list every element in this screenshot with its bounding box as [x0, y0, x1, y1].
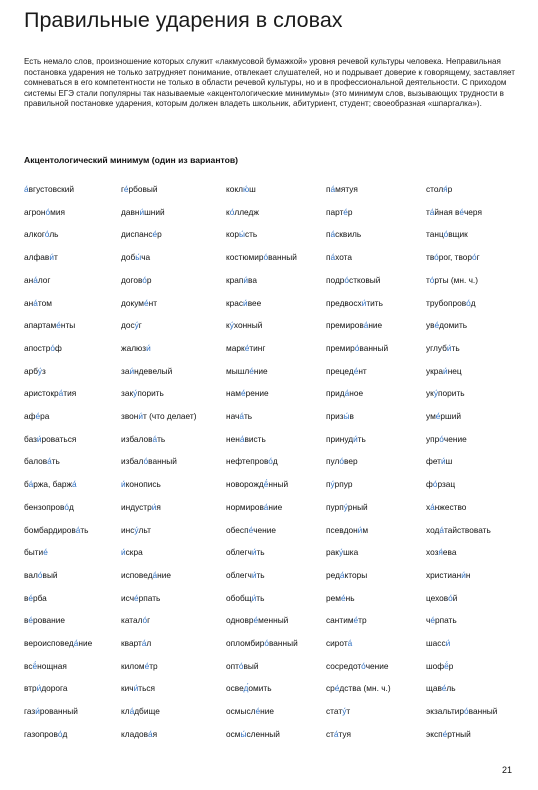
page-number: 21 [501, 765, 512, 775]
word-item: звони́т (что делает) [121, 411, 197, 421]
word-item: балова́ть [24, 456, 60, 467]
word-item: катало́г [121, 615, 151, 626]
word-item: новорождё́нный [226, 479, 289, 490]
word-item: нормирова́ние [226, 501, 283, 512]
word-item: обеспе́чение [226, 524, 277, 535]
word-item: премиро́ванный [326, 342, 389, 353]
word-item: краси́вее [226, 297, 262, 308]
word-item: тво́рог, творо́г [426, 252, 480, 263]
word-item: освед́омить [226, 683, 272, 694]
word-item: одновре́менный [226, 615, 289, 626]
word-item: коры́сть [226, 229, 258, 240]
word-item: шасси́ [426, 638, 451, 648]
word-item: призы́в [326, 411, 354, 421]
word-item: ку́хонный [226, 320, 263, 331]
word-item: киломе́тр [121, 660, 158, 671]
word-item: заку́порить [121, 388, 164, 399]
word-item: втри́дорога [24, 683, 68, 694]
word-item: индустри́я [121, 501, 161, 512]
word-item: ве́рба [24, 592, 47, 603]
word-item: докуме́нт [121, 297, 158, 308]
word-item: газопрово́д [24, 728, 68, 739]
word-item: алкого́ль [24, 229, 59, 240]
word-item: танцо́вщик [426, 229, 468, 240]
word-item: кла́дбище [121, 706, 160, 717]
word-item: аристокра́тия [24, 388, 77, 399]
word-item: всё́нощная [24, 660, 67, 671]
word-item: упро́чение [426, 433, 467, 444]
word-item: ана́лог [24, 274, 51, 285]
word-item: подро́стковый [326, 274, 381, 285]
word-item: облегчи́ть [226, 569, 265, 580]
word-item: ана́том [24, 297, 52, 308]
word-item: принуди́ть [326, 433, 366, 444]
word-item: предвосхи́тить [326, 297, 383, 308]
word-item: шофё́р [426, 660, 454, 671]
word-item: бытие́ [24, 547, 48, 558]
word-item: избало́ванный [121, 456, 177, 467]
word-item: и́скра [121, 547, 143, 558]
word-item: догово́р [121, 274, 152, 285]
word-item: облегчи́ть [226, 547, 265, 558]
word-item: экзальтиро́ванный [426, 706, 498, 717]
word-item: обобщи́ть [226, 592, 265, 603]
word-item: украи́нец [426, 365, 462, 376]
word-item: цехово́й [426, 592, 458, 603]
word-item: трубопрово́д [426, 297, 476, 308]
word-item: ко́лледж [226, 206, 259, 217]
word-item: ха́нжество [426, 501, 467, 512]
word-item: гази́рованный [24, 706, 78, 717]
word-item: и́конопись [121, 479, 161, 490]
word-item: уме́рший [426, 411, 461, 421]
word-item: агроно́мия [24, 206, 65, 217]
word-item: бензопрово́д [24, 501, 74, 512]
word-item: фети́ш [426, 456, 453, 467]
word-item: парте́р [326, 206, 353, 217]
word-item: заи́ндевелый [121, 365, 173, 376]
word-item: костюмиро́ванный [226, 252, 297, 263]
word-item: уве́домить [426, 320, 468, 331]
word-item: раку́шка [326, 547, 359, 558]
word-item: коклю́ш [226, 184, 256, 194]
word-item: ге́рбовый [121, 184, 158, 194]
word-item: реда́кторы [326, 569, 368, 580]
word-item: бомбардирова́ть [24, 524, 89, 535]
word-item: крапи́ва [226, 274, 257, 285]
word-item: прида́ное [326, 388, 364, 399]
word-item: досу́г [121, 320, 142, 331]
word-item: че́рпать [426, 615, 457, 626]
word-item: вероисповеда́ние [24, 638, 93, 648]
word-item: осмы́сленный [226, 728, 280, 739]
word-item: бази́роваться [24, 433, 77, 444]
word-item: жалюзи́ [121, 342, 151, 353]
word-item: па́хота [326, 252, 352, 263]
word-item: а́вгустовский [24, 184, 75, 194]
word-item: вало́вый [24, 569, 58, 580]
word-item: добы́ча [121, 252, 151, 263]
word-item: ве́рование [24, 615, 66, 626]
word-item: па́мятуя [326, 184, 358, 194]
word-item: исче́рпать [121, 592, 161, 603]
word-item: пуло́вер [326, 456, 358, 467]
word-item: ба́ржа, баржа́ [24, 479, 77, 490]
word-item: па́сквиль [326, 229, 362, 240]
word-item: исповеда́ние [121, 569, 172, 580]
intro-paragraph: Есть немало слов, произношение которых служит «лакмусовой бумажкой» уровня речевой культуры человека. Неправильная постановка ударения не только затрудняет понимание, отвлекает слушателей, но и подрывает доверие к говорящему, заставляет сомневаться в его компетентности не только в области речевой культуры, но и в профессиональной деятельности. С приходом системы ЕГЭ стали популярны так называемые «акцентологические минимумы» (это минимум слов, вызывающих трудности в правильной постановке ударения, которым должен владеть школьник, абитуриент, студент; своеобразная «шпаргалка»). [24, 57, 515, 109]
word-item: фо́рзац [426, 479, 456, 490]
word-item: щаве́ль [426, 683, 456, 694]
word-item: ста́туя [326, 728, 351, 739]
word-item: христиани́н [426, 569, 471, 580]
word-item: премирова́ние [326, 320, 383, 331]
word-item: пу́рпур [326, 479, 353, 490]
word-item: давни́шний [121, 206, 165, 217]
word-item: афе́ра [24, 411, 50, 421]
word-item: углуби́ть [426, 342, 460, 353]
word-item: избалова́ть [121, 433, 166, 444]
word-item: осмысле́ние [226, 706, 274, 717]
word-item: столя́р [426, 184, 453, 194]
word-item: апартаме́нты [24, 320, 76, 331]
word-item: апостро́ф [24, 342, 62, 353]
word-item: прецеде́нт [326, 365, 367, 376]
word-item: то́рты (мн. ч.) [426, 274, 478, 285]
word-item: кварта́л [121, 638, 152, 648]
word-item: сирота́ [326, 638, 353, 648]
word-item: марке́тинг [226, 342, 266, 353]
word-item: кичи́ться [121, 683, 156, 694]
word-item: хода́тайствовать [426, 524, 491, 535]
word-item: сре́дства (мн. ч.) [326, 683, 391, 694]
word-item: диспансе́р [121, 229, 162, 240]
word-item: опто́вый [226, 660, 259, 671]
word-item: экспе́ртный [426, 728, 471, 739]
word-item: уку́порить [426, 388, 465, 399]
word-item: наме́рение [226, 388, 269, 399]
word-item: хозя́ева [426, 547, 457, 558]
word-item: алфави́т [24, 252, 58, 263]
word-item: арбу́з [24, 365, 46, 376]
word-item: сосредото́чение [326, 660, 389, 671]
word-item: та́йная ве́черя [426, 206, 482, 217]
word-item: пурпу́рный [326, 501, 368, 512]
word-item: реме́нь [326, 592, 355, 603]
word-item: опломбиро́ванный [226, 638, 298, 648]
word-item: нефтепрово́д [226, 456, 278, 467]
word-item: нача́ть [226, 411, 253, 421]
word-item: нена́висть [226, 433, 266, 444]
word-item: мышле́ние [226, 365, 268, 376]
section-heading: Акцентологический минимум (один из вариантов) [24, 155, 239, 165]
word-item: стату́т [326, 706, 351, 717]
word-item: кладова́я [121, 728, 158, 739]
page-title: Правильные ударения в словах [24, 8, 343, 32]
word-item: сантиме́тр [326, 615, 367, 626]
word-item: псевдони́м [326, 524, 369, 535]
word-item: инсу́льт [121, 524, 151, 535]
